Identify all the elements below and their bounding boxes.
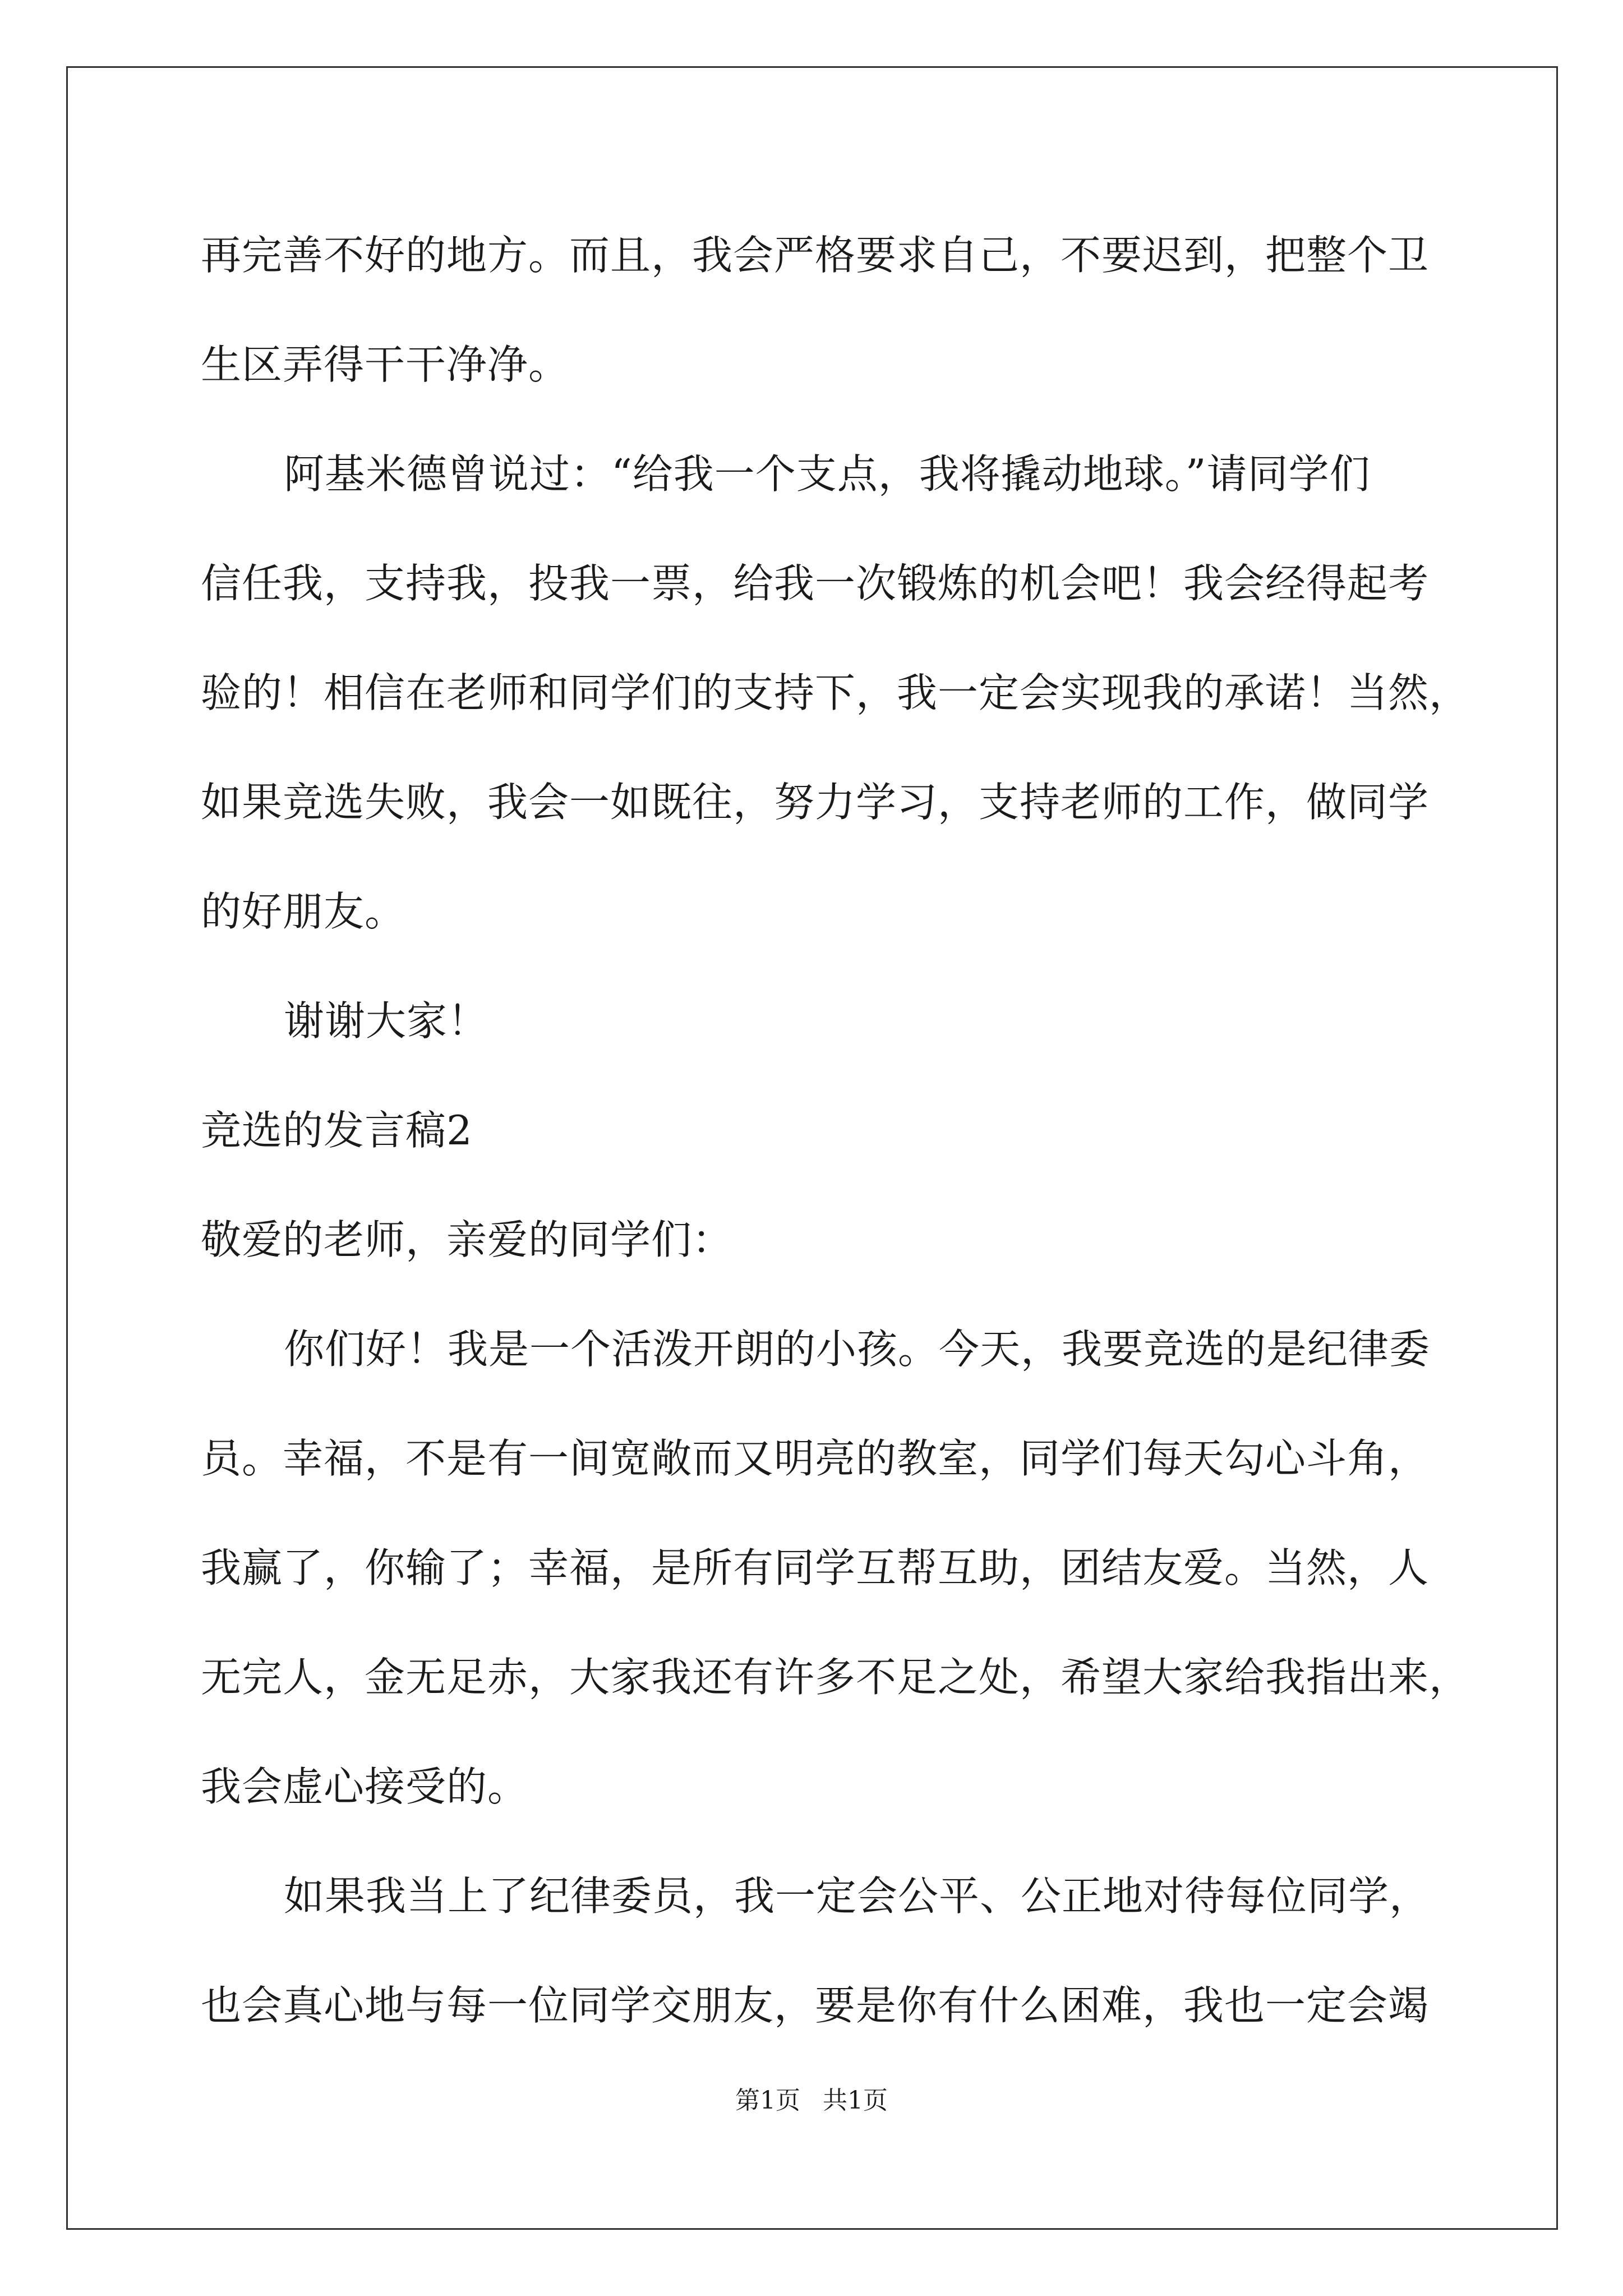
- paragraph-line: 我会虚心接受的。: [201, 1763, 529, 1810]
- paragraph-line: 员。幸福，不是有一间宽敞而又明亮的教室，同学们每天勾心斗角，: [201, 1435, 1430, 1482]
- page-total: 共1页: [823, 2086, 888, 2115]
- paragraph-line: 无完人，金无足赤，大家我还有许多不足之处，希望大家给我指出来，: [201, 1654, 1470, 1701]
- paragraph-line: 的好朋友。: [201, 888, 406, 935]
- paragraph-line: 阿基米德曾说过：“给我一个支点，我将撬动地球。”请同学们: [284, 450, 1371, 498]
- paragraph-line: 我赢了，你输了；幸福，是所有同学互帮互助，团结友爱。当然，人: [201, 1544, 1430, 1591]
- page-footer: [0, 2084, 1623, 2118]
- paragraph-line: 验的！相信在老师和同学们的支持下，我一定会实现我的承诺！当然，: [201, 669, 1470, 716]
- salutation: 敬爱的老师，亲爱的同学们：: [201, 1216, 734, 1263]
- paragraph-line: 如果竞选失败，我会一如既往，努力学习，支持老师的工作，做同学: [201, 779, 1430, 826]
- paragraph-line: 信任我，支持我，投我一票，给我一次锻炼的机会吧！我会经得起考: [201, 560, 1430, 607]
- section-title: 竞选的发言稿2: [201, 1107, 473, 1154]
- paragraph-line: 你们好！我是一个活泼开朗的小孩。今天，我要竞选的是纪律委: [284, 1326, 1431, 1373]
- paragraph-line: 也会真心地与每一位同学交朋友，要是你有什么困难，我也一定会竭: [201, 1982, 1430, 2029]
- closing-thanks: 谢谢大家！: [284, 997, 489, 1045]
- paragraph-line: 再完善不好的地方。而且，我会严格要求自己，不要迟到，把整个卫: [201, 232, 1430, 279]
- page-number: 第1页: [735, 2086, 800, 2115]
- paragraph-line: 如果我当上了纪律委员，我一定会公平、公正地对待每位同学，: [284, 1872, 1431, 1920]
- paragraph-line: 生区弄得干干净净。: [201, 341, 570, 388]
- document-body: [201, 213, 1470, 2073]
